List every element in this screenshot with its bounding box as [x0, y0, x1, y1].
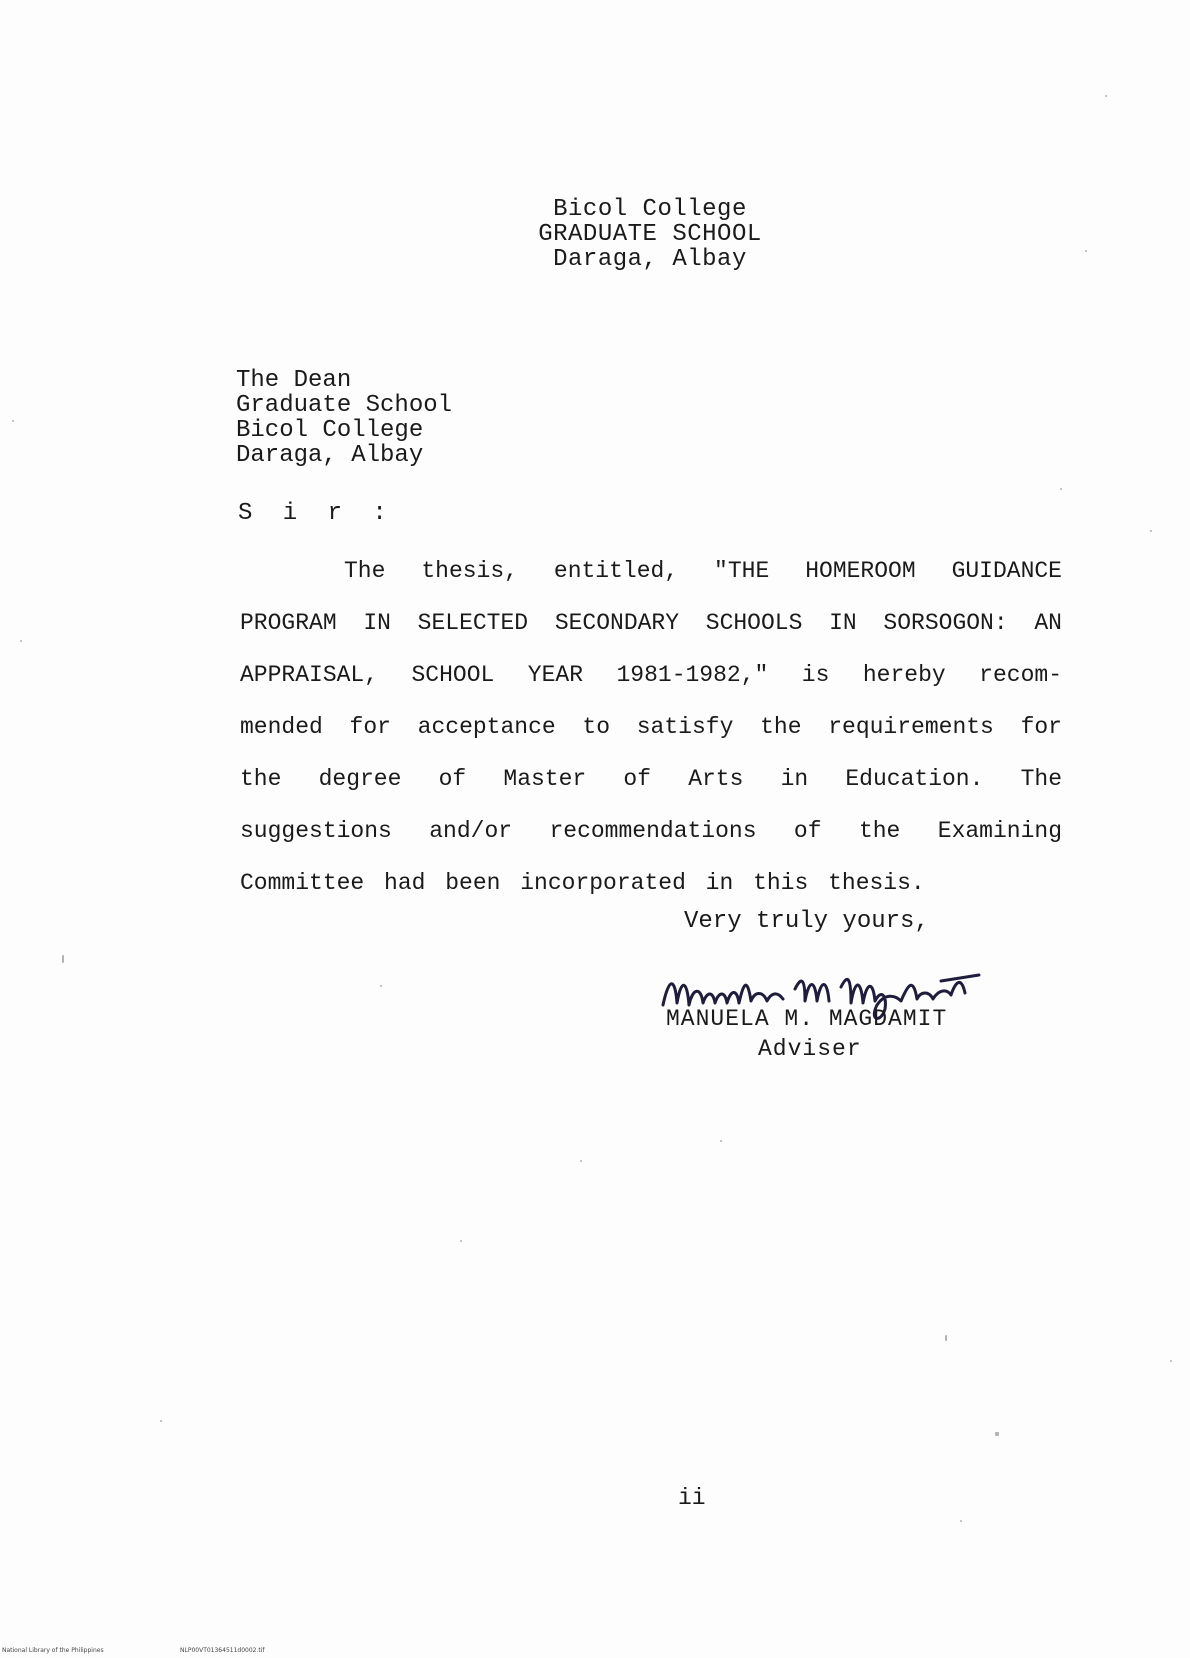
footer-credit: National Library of the Philippines: [2, 1647, 104, 1654]
page-number: ii: [678, 1485, 706, 1511]
recipient-line: Daraga, Albay: [236, 442, 424, 469]
scan-speck: [960, 1520, 962, 1522]
closing: Very truly yours,: [684, 908, 929, 935]
footer-filename: NLP00VT01364511d0002.tif: [180, 1647, 265, 1654]
scan-speck: [1170, 1360, 1172, 1362]
scan-speck: [62, 955, 64, 963]
letterhead-location: Daraga, Albay: [553, 246, 747, 273]
scan-speck: [1060, 488, 1062, 490]
body-paragraph: The thesis, entitled, "THE HOMEROOM GUIDANCE PROGRAM IN SELECTED SECONDARY SCHOOLS IN SORSOGON: AN APPRAISAL, SCHOOL YEAR 1981-1982," is hereby recom- mended for acceptance to satisfy the requirements for the degree of Master of Arts in Education. The suggestions and/or recommendations of the Examining Committee had been incorporated in this thesis.: [240, 558, 1062, 896]
recipient-address: [236, 368, 452, 468]
scan-speck: [460, 1240, 462, 1242]
recipient-line: Graduate School: [236, 392, 453, 419]
scan-speck: [720, 1140, 722, 1142]
letterhead-institution: Bicol College: [553, 196, 747, 223]
salutation: S i r :: [238, 500, 395, 527]
recipient-line: The Dean: [236, 367, 352, 394]
scan-speck: [20, 640, 22, 642]
scan-speck: [1105, 95, 1107, 97]
scan-speck: [1085, 250, 1087, 252]
scan-speck: [580, 1160, 582, 1162]
recipient-line: Bicol College: [236, 417, 424, 444]
scan-speck: [945, 1335, 947, 1341]
scan-speck: [12, 420, 14, 422]
signer-title: Adviser: [758, 1036, 862, 1062]
letterhead: [500, 197, 800, 272]
scan-speck: [995, 1432, 999, 1436]
scan-speck: [160, 1420, 162, 1422]
letterhead-school: GRADUATE SCHOOL: [538, 221, 762, 248]
signer-name: MANUELA M. MAGDAMIT: [666, 1006, 948, 1032]
scan-speck: [380, 985, 382, 987]
scan-speck: [1150, 530, 1152, 532]
